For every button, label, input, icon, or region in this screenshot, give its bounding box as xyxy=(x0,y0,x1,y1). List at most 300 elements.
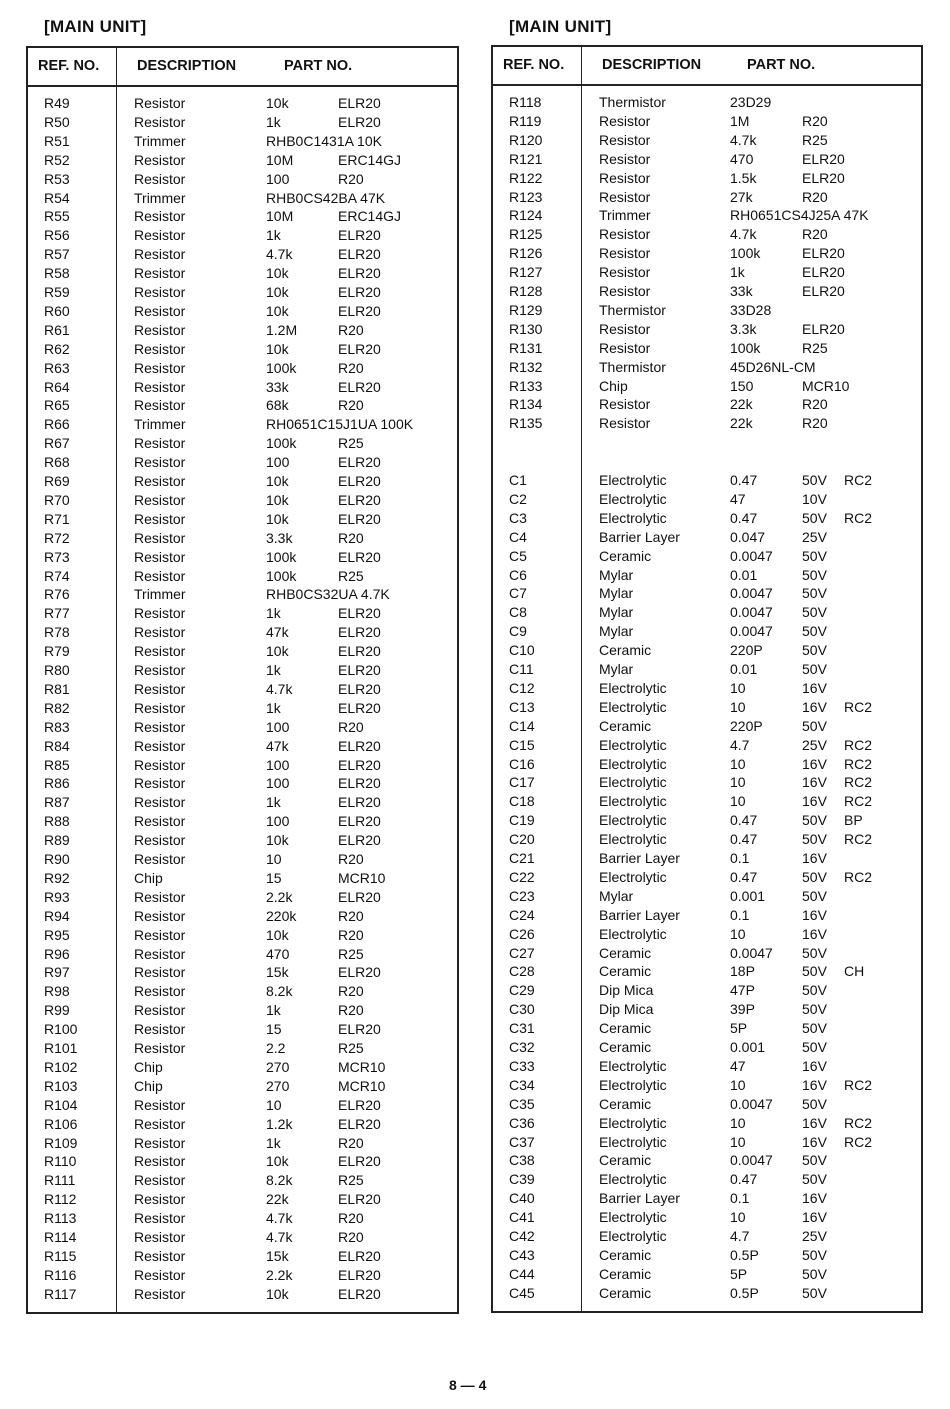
value-cell: 10 xyxy=(730,774,746,791)
value-cell: 0.1 xyxy=(730,1190,750,1207)
note-cell: RC2 xyxy=(844,698,873,715)
part-type-cell: 25V xyxy=(802,736,827,753)
ref-no-cell: R64 xyxy=(44,378,70,395)
ref-no-cell: R103 xyxy=(44,1077,78,1094)
description-cell: Resistor xyxy=(134,397,186,414)
value-cell: RH0651C15J1UA 100K xyxy=(266,416,414,433)
value-cell: 100k xyxy=(266,435,297,452)
description-cell: Ceramic xyxy=(599,944,652,961)
table-row xyxy=(493,1246,921,1265)
table-row xyxy=(28,1190,457,1209)
description-cell: Thermistor xyxy=(599,94,666,110)
value-cell: 470 xyxy=(266,945,290,962)
part-type-cell: R20 xyxy=(802,226,828,243)
table-row xyxy=(493,1057,921,1076)
description-cell: Mylar xyxy=(599,585,634,602)
table-row xyxy=(493,641,921,660)
value-cell: 100 xyxy=(266,718,290,735)
value-cell: 22k xyxy=(730,396,753,413)
ref-no-cell: C9 xyxy=(509,623,527,640)
ref-no-cell: C7 xyxy=(509,585,527,602)
value-cell: 2.2 xyxy=(266,1040,286,1056)
description-cell: Chip xyxy=(134,1077,163,1094)
ref-no-cell: C45 xyxy=(509,1284,535,1301)
value-cell: RHB0CS32UA 4.7K xyxy=(266,586,390,603)
part-type-cell: ELR20 xyxy=(802,320,845,337)
table-row xyxy=(493,433,921,452)
description-cell: Resistor xyxy=(134,813,186,830)
description-cell: Resistor xyxy=(134,265,186,282)
value-cell: 0.47 xyxy=(730,472,758,488)
value-cell: 100 xyxy=(266,775,290,792)
table-row xyxy=(493,1019,921,1038)
value-cell: 4.7k xyxy=(266,1229,293,1245)
part-type-cell: ELR20 xyxy=(338,775,381,792)
part-type-cell: 16V xyxy=(802,793,827,810)
description-cell: Thermistor xyxy=(599,358,666,375)
part-type-cell: ELR20 xyxy=(338,227,381,244)
ref-no-cell: R96 xyxy=(44,945,70,962)
table-row xyxy=(28,1077,457,1096)
table-row xyxy=(28,756,457,775)
table-row xyxy=(493,320,921,339)
part-type-cell: ELR20 xyxy=(338,1247,381,1264)
part-type-cell: R20 xyxy=(802,112,828,129)
description-cell: Trimmer xyxy=(134,416,186,433)
part-type-cell: 16V xyxy=(802,906,827,923)
part-type-cell: 50V xyxy=(802,472,827,488)
table-row xyxy=(28,396,457,415)
table-row xyxy=(493,1114,921,1133)
ref-no-cell: R135 xyxy=(509,415,543,432)
value-cell: 8.2k xyxy=(266,1172,293,1189)
description-cell: Resistor xyxy=(134,378,186,395)
table-row xyxy=(493,792,921,811)
description-cell: Electrolytic xyxy=(599,793,667,810)
description-cell: Mylar xyxy=(599,661,634,677)
table-row xyxy=(493,471,921,490)
ref-no-cell: C23 xyxy=(509,887,535,904)
value-cell: 1k xyxy=(730,264,745,281)
part-type-cell: 16V xyxy=(802,755,827,772)
value-cell: 1k xyxy=(266,699,281,716)
description-cell: Electrolytic xyxy=(599,736,667,753)
ref-no-cell: C22 xyxy=(509,868,535,885)
value-cell: 15 xyxy=(266,1021,282,1038)
part-type-cell: 16V xyxy=(802,1057,827,1074)
value-cell: 100 xyxy=(266,454,290,471)
value-cell: 0.1 xyxy=(730,850,750,866)
part-type-cell: R20 xyxy=(338,907,364,924)
value-cell: 0.47 xyxy=(730,868,758,885)
ref-no-cell: R127 xyxy=(509,264,543,281)
ref-no-cell: R53 xyxy=(44,170,70,187)
ref-no-cell: C28 xyxy=(509,963,535,980)
value-cell: 10k xyxy=(266,832,289,849)
part-type-cell: R20 xyxy=(338,170,364,187)
value-cell: 1k xyxy=(266,1134,281,1151)
ref-no-cell: R74 xyxy=(44,567,70,584)
part-type-cell: 16V xyxy=(802,1133,827,1150)
ref-no-cell: C20 xyxy=(509,831,535,848)
description-cell: Resistor xyxy=(134,1191,186,1208)
table-row xyxy=(28,1058,457,1077)
part-type-cell: ERC14GJ xyxy=(338,208,402,225)
ref-no-cell: C34 xyxy=(509,1076,535,1093)
ref-no-cell: R110 xyxy=(44,1153,77,1170)
value-cell: 47P xyxy=(730,982,755,999)
table-row xyxy=(493,377,921,396)
right-parts-table xyxy=(491,45,923,1313)
table-row xyxy=(28,623,457,642)
description-cell: Resistor xyxy=(134,1040,186,1056)
part-type-cell: ELR20 xyxy=(338,680,381,697)
description-cell: Ceramic xyxy=(599,1265,652,1282)
description-cell: Mylar xyxy=(599,566,634,583)
ref-no-cell: R67 xyxy=(44,435,70,452)
ref-no-cell: C6 xyxy=(509,566,527,583)
ref-no-cell: R120 xyxy=(509,131,543,148)
description-cell: Electrolytic xyxy=(599,679,667,696)
table-row xyxy=(28,283,457,302)
description-cell: Resistor xyxy=(599,320,651,337)
description-cell: Ceramic xyxy=(599,547,652,564)
value-cell: 220k xyxy=(266,907,297,924)
description-cell: Resistor xyxy=(599,396,651,413)
description-cell: Ceramic xyxy=(599,1152,652,1169)
table-row xyxy=(28,945,457,964)
description-cell: Resistor xyxy=(599,188,651,205)
description-header: DESCRIPTION xyxy=(602,57,702,73)
ref-no-cell: R70 xyxy=(44,491,70,508)
value-cell: 18P xyxy=(730,963,755,980)
value-cell: 5P xyxy=(730,1020,748,1037)
right-table-header xyxy=(493,47,921,86)
part-type-cell: 50V xyxy=(802,1020,827,1037)
note-cell: RC2 xyxy=(844,793,873,810)
value-cell: 10 xyxy=(730,698,746,715)
table-row xyxy=(28,869,457,888)
table-row xyxy=(493,490,921,509)
value-cell: 22k xyxy=(730,415,753,432)
value-cell: 100 xyxy=(266,756,290,773)
part-type-cell: ELR20 xyxy=(338,284,381,300)
description-cell: Thermistor xyxy=(599,301,666,318)
part-type-cell: ELR20 xyxy=(338,340,381,357)
part-type-cell: MCR10 xyxy=(338,1058,386,1075)
ref-no-cell: C39 xyxy=(509,1171,535,1188)
table-row xyxy=(28,113,457,132)
description-cell: Resistor xyxy=(134,775,186,792)
description-header: DESCRIPTION xyxy=(137,58,237,74)
value-cell: 4.7k xyxy=(266,1210,293,1227)
part-type-cell: R20 xyxy=(338,1229,364,1245)
part-type-cell: ELR20 xyxy=(802,245,845,262)
table-row xyxy=(28,132,457,151)
value-cell: 10 xyxy=(730,679,746,696)
part-type-cell: R20 xyxy=(802,415,828,432)
table-row xyxy=(493,773,921,792)
part-type-cell: ELR20 xyxy=(338,378,381,395)
ref-no-cell: R130 xyxy=(509,320,543,337)
value-cell: 15k xyxy=(266,964,289,981)
ref-no-cell: R81 xyxy=(44,680,70,697)
value-cell: 33k xyxy=(266,378,289,395)
table-row xyxy=(28,1171,457,1190)
part-type-cell: ELR20 xyxy=(802,169,845,186)
ref-no-cell: R65 xyxy=(44,397,70,414)
part-type-cell: 50V xyxy=(802,868,827,885)
value-cell: 0.5P xyxy=(730,1246,759,1263)
ref-no-cell: R104 xyxy=(44,1096,78,1113)
value-cell: 0.47 xyxy=(730,1171,758,1188)
value-cell: 0.001 xyxy=(730,1039,766,1055)
value-cell: 27k xyxy=(730,188,753,205)
ref-no-cell: R124 xyxy=(509,207,543,224)
description-cell: Resistor xyxy=(599,150,651,167)
table-row xyxy=(493,282,921,301)
part-type-cell: 50V xyxy=(802,566,827,583)
description-cell: Resistor xyxy=(134,964,186,981)
ref-no-cell: R128 xyxy=(509,283,543,299)
description-cell: Resistor xyxy=(134,473,186,489)
description-cell: Resistor xyxy=(599,112,651,129)
part-type-cell: MCR10 xyxy=(802,377,850,394)
description-cell: Electrolytic xyxy=(599,755,667,772)
ref-no-cell: R125 xyxy=(509,226,543,243)
ref-no-cell: C40 xyxy=(509,1190,535,1207)
value-cell: 22k xyxy=(266,1191,289,1208)
ref-no-cell: R134 xyxy=(509,396,543,413)
ref-no-cell: R54 xyxy=(44,189,70,206)
ref-no-cell: R119 xyxy=(509,112,542,129)
ref-no-cell: C16 xyxy=(509,755,535,772)
left-section-title: [MAIN UNIT] xyxy=(44,17,147,36)
table-row xyxy=(493,622,921,641)
ref-no-cell: C41 xyxy=(509,1209,535,1226)
description-cell: Resistor xyxy=(134,340,186,357)
part-type-cell: R20 xyxy=(338,983,364,1000)
table-row xyxy=(28,1039,457,1058)
table-row xyxy=(493,962,921,981)
value-cell: 10 xyxy=(730,925,746,942)
value-cell: 2.2k xyxy=(266,1266,293,1283)
description-cell: Trimmer xyxy=(134,132,186,149)
ref-no-cell: C19 xyxy=(509,812,535,829)
description-cell: Resistor xyxy=(134,302,186,319)
ref-no-cell: R51 xyxy=(44,132,70,149)
description-cell: Resistor xyxy=(134,491,186,508)
value-cell: 47 xyxy=(730,490,746,507)
table-row xyxy=(28,1020,457,1039)
part-type-cell: ELR20 xyxy=(338,1096,381,1113)
value-cell: 10 xyxy=(730,755,746,772)
part-type-cell: R20 xyxy=(338,321,364,338)
value-cell: 10k xyxy=(266,95,289,111)
part-type-cell: ELR20 xyxy=(338,95,381,111)
part-type-cell: ELR20 xyxy=(338,888,381,905)
part-type-cell: R20 xyxy=(338,397,364,414)
table-row xyxy=(28,510,457,529)
table-row xyxy=(493,1284,921,1303)
table-row xyxy=(28,850,457,869)
ref-no-cell: C31 xyxy=(509,1020,535,1037)
description-cell: Electrolytic xyxy=(599,472,667,488)
table-row xyxy=(493,452,921,471)
part-type-cell: 50V xyxy=(802,982,827,999)
part-type-cell: ELR20 xyxy=(338,1115,381,1132)
description-cell: Electrolytic xyxy=(599,1114,667,1131)
part-type-cell: ELR20 xyxy=(338,1153,381,1170)
description-cell: Resistor xyxy=(134,510,186,527)
ref-no-cell: R95 xyxy=(44,926,70,943)
table-row xyxy=(493,660,921,679)
ref-no-cell: R59 xyxy=(44,284,70,300)
part-type-cell: 16V xyxy=(802,1076,827,1093)
table-row xyxy=(28,585,457,604)
value-cell: 0.01 xyxy=(730,661,758,677)
note-cell: RC2 xyxy=(844,774,873,791)
part-type-cell: 50V xyxy=(802,547,827,564)
table-row xyxy=(28,434,457,453)
description-cell: Resistor xyxy=(134,435,186,452)
description-cell: Ceramic xyxy=(599,1039,652,1055)
value-cell: 0.0047 xyxy=(730,623,773,640)
ref-no-cell: R83 xyxy=(44,718,70,735)
description-cell: Ceramic xyxy=(599,1095,652,1112)
description-cell: Resistor xyxy=(134,284,186,300)
ref-no-cell: R49 xyxy=(44,95,70,111)
part-no-header: PART NO. xyxy=(284,58,353,74)
table-row xyxy=(493,698,921,717)
description-cell: Resistor xyxy=(134,1115,186,1132)
ref-no-cell: C10 xyxy=(509,642,535,659)
description-cell: Resistor xyxy=(134,832,186,849)
description-cell: Resistor xyxy=(134,1229,186,1245)
description-cell: Resistor xyxy=(134,1021,186,1038)
part-type-cell: ELR20 xyxy=(338,548,381,565)
table-row xyxy=(28,926,457,945)
part-type-cell: ELR20 xyxy=(338,1285,381,1302)
description-cell: Ceramic xyxy=(599,963,652,980)
ref-no-cell: R62 xyxy=(44,340,70,357)
table-row xyxy=(493,944,921,963)
part-type-cell: 50V xyxy=(802,1001,827,1018)
value-cell: 10k xyxy=(266,1285,289,1302)
description-cell: Chip xyxy=(599,377,628,394)
table-row xyxy=(28,793,457,812)
part-type-cell: ELR20 xyxy=(338,1266,381,1283)
description-cell: Ceramic xyxy=(599,1284,652,1301)
ref-no-cell: R82 xyxy=(44,699,70,716)
description-cell: Electrolytic xyxy=(599,925,667,942)
value-cell: 1k xyxy=(266,227,281,244)
part-type-cell: 50V xyxy=(802,717,827,734)
value-cell: 10k xyxy=(266,473,289,489)
table-row xyxy=(28,907,457,926)
value-cell: 470 xyxy=(730,150,754,167)
ref-no-cell: R72 xyxy=(44,529,70,546)
description-cell: Chip xyxy=(134,1058,163,1075)
part-type-cell: 16V xyxy=(802,1209,827,1226)
part-type-cell: ELR20 xyxy=(802,264,845,281)
ref-no-cell: R102 xyxy=(44,1058,78,1075)
value-cell: 4.7k xyxy=(730,131,757,148)
value-cell: 270 xyxy=(266,1058,290,1075)
ref-no-cell: R93 xyxy=(44,888,70,905)
table-row xyxy=(493,206,921,225)
value-cell: 4.7 xyxy=(730,736,750,753)
value-cell: 4.7 xyxy=(730,1228,750,1244)
value-cell: 10 xyxy=(730,1209,746,1226)
note-cell: RC2 xyxy=(844,736,873,753)
description-cell: Resistor xyxy=(134,151,186,168)
part-type-cell: R20 xyxy=(338,1002,364,1019)
value-cell: 1.2M xyxy=(266,321,298,338)
ref-no-cell: R60 xyxy=(44,302,70,319)
description-cell: Resistor xyxy=(134,548,186,565)
left-parts-table xyxy=(26,46,459,1314)
part-type-cell: 16V xyxy=(802,925,827,942)
value-cell: 0.5P xyxy=(730,1284,759,1301)
ref-no-cell: C30 xyxy=(509,1001,535,1018)
part-type-cell: MCR10 xyxy=(338,869,386,886)
table-row xyxy=(493,301,921,320)
description-cell: Electrolytic xyxy=(599,1057,667,1074)
value-cell: 100k xyxy=(266,567,297,584)
table-row xyxy=(493,830,921,849)
description-cell: Resistor xyxy=(134,227,186,244)
part-type-cell: ELR20 xyxy=(338,794,381,811)
value-cell: 15k xyxy=(266,1247,289,1264)
description-cell: Resistor xyxy=(134,756,186,773)
part-type-cell: ERC14GJ xyxy=(338,151,402,168)
value-cell: 0.0047 xyxy=(730,585,773,602)
part-type-cell: 50V xyxy=(802,831,827,848)
value-cell: 0.47 xyxy=(730,831,758,848)
ref-no-cell: C29 xyxy=(509,982,535,999)
part-type-cell: R20 xyxy=(338,359,364,376)
table-row xyxy=(493,225,921,244)
value-cell: 0.01 xyxy=(730,566,758,583)
value-cell: 10 xyxy=(266,851,282,867)
part-type-cell: 50V xyxy=(802,1171,827,1188)
value-cell: 3.3k xyxy=(730,320,757,337)
part-type-cell: 50V xyxy=(802,887,827,904)
note-cell: RC2 xyxy=(844,1114,873,1131)
part-type-cell: 50V xyxy=(802,1152,827,1169)
value-cell: 10k xyxy=(266,284,289,300)
value-cell: 100 xyxy=(266,170,290,187)
ref-no-cell: R73 xyxy=(44,548,70,565)
table-row xyxy=(493,395,921,414)
description-cell: Resistor xyxy=(134,1172,186,1189)
table-row xyxy=(28,661,457,680)
ref-no-cell: R80 xyxy=(44,662,70,678)
value-cell: 10 xyxy=(730,1114,746,1131)
ref-no-cell: C4 xyxy=(509,528,527,545)
description-cell: Electrolytic xyxy=(599,509,667,526)
table-row xyxy=(493,169,921,188)
table-row xyxy=(28,264,457,283)
part-type-cell: R25 xyxy=(338,1172,364,1189)
ref-no-cell: C17 xyxy=(509,774,535,791)
value-cell: 10k xyxy=(266,510,289,527)
note-cell: RC2 xyxy=(844,831,873,848)
ref-no-cell: C37 xyxy=(509,1133,535,1150)
ref-no-cell: R87 xyxy=(44,794,70,811)
ref-no-cell: R58 xyxy=(44,265,70,282)
